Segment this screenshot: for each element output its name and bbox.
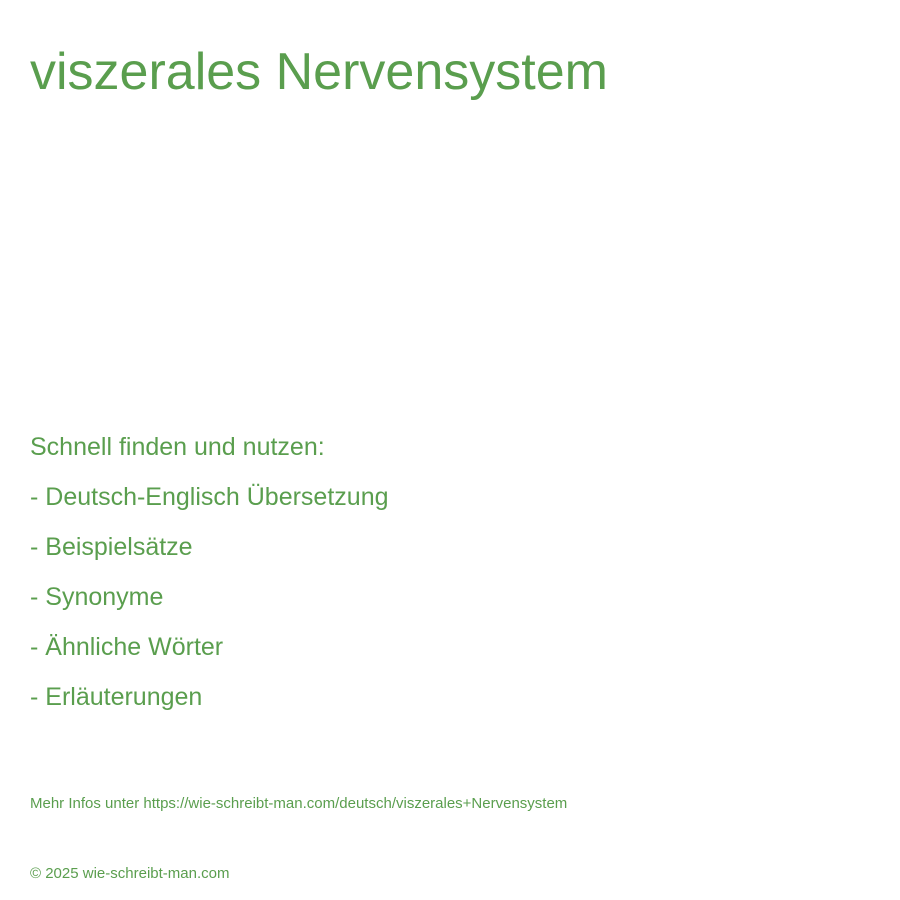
feature-list-heading: Schnell finden und nutzen: <box>30 433 325 461</box>
page-title: viszerales Nervensystem <box>30 43 608 101</box>
feature-item-example-sentences: - Beispielsätze <box>30 533 193 561</box>
more-info-text: Mehr Infos unter https://wie-schreibt-man.com/deutsch/viszerales+Nervensystem <box>30 795 568 812</box>
feature-item-synonyms: - Synonyme <box>30 583 164 611</box>
feature-item-similar-words: - Ähnliche Wörter <box>30 633 224 661</box>
feature-list <box>30 422 389 722</box>
feature-item-translation: - Deutsch-Englisch Übersetzung <box>30 483 389 511</box>
copyright-notice: © 2025 wie-schreibt-man.com <box>30 865 230 882</box>
feature-item-explanations: - Erläuterungen <box>30 683 203 711</box>
